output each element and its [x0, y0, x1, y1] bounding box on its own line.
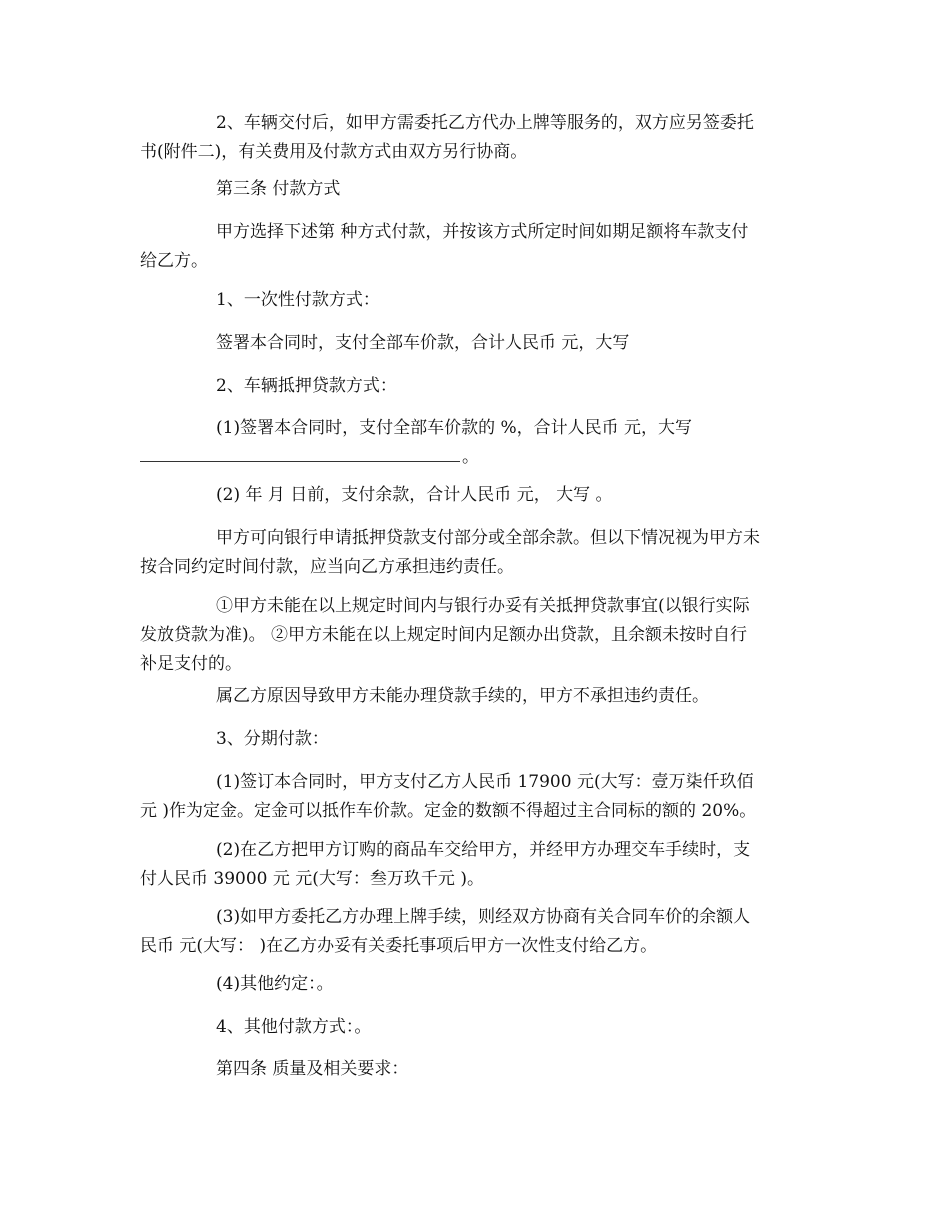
item-installment-heading [140, 725, 812, 754]
item-installment-sub-2 [140, 836, 812, 894]
text-fragment: 。 [462, 447, 479, 467]
text-line: 2、车辆抵押贷款方式： [216, 376, 397, 396]
text-line: 补足支付的。 [140, 654, 242, 674]
item-installment-sub-1 [140, 768, 812, 826]
text-line: 按合同约定时间付款，应当向乙方承担违约责任。 [140, 557, 514, 577]
text-line: 属乙方原因导致甲方未能办理贷款手续的，甲方不承担违约责任。 [216, 686, 709, 706]
text-line: ①甲方未能在以上规定时间内与银行办妥有关抵押贷款事宜(以银行实际 [216, 596, 750, 616]
text-line: (4)其他约定：。 [216, 974, 334, 994]
text-line: 元 )作为定金。定金可以抵作车价款。定金的数额不得超过主合同标的额的 20%。 [140, 801, 757, 821]
text-line: 付人民币 39000 元 元(大写：叁万玖千元 )。 [140, 869, 484, 889]
item-mortgage-sub-2 [140, 481, 812, 510]
text-line: (2) 年 月 日前，支付余款，合计人民币 元， 大写 。 [216, 485, 613, 505]
text-line: 4、其他付款方式：。 [216, 1017, 372, 1037]
item-lump-sum-heading [140, 286, 812, 315]
text-line: 甲方选择下述第 种方式付款，并按该方式所定时间如期足额将车款支付 [216, 222, 749, 242]
text-line: 签署本合同时，支付全部车价款，合计人民币 元，大写 [216, 333, 630, 353]
item-mortgage-heading [140, 372, 812, 401]
text-line: (1)签订本合同时，甲方支付乙方人民币 17900 元(大写：壹万柒仟玖佰 [216, 772, 754, 792]
paragraph-mortgage-conditions [140, 524, 812, 582]
paragraph-default-cases [140, 592, 812, 679]
text-line: 给乙方。 [140, 251, 208, 271]
text-line: 书(附件二)，有关费用及付款方式由双方另行协商。 [140, 142, 528, 162]
section-heading: 第三条 付款方式 [216, 179, 341, 199]
section-heading-article-4 [140, 1055, 812, 1084]
text-line: (3)如甲方委托乙方办理上牌手续，则经双方协商有关合同车价的余额人 [216, 907, 751, 927]
item-installment-sub-3 [140, 903, 812, 961]
section-heading-article-3 [140, 175, 812, 204]
item-other-payment [140, 1013, 812, 1042]
paragraph-payment-choice [140, 218, 812, 276]
text-line: 发放贷款为准)。 ②甲方未能在以上规定时间内足额办出贷款，且余额未按时自行 [140, 625, 748, 645]
text-line: 3、分期付款： [216, 729, 329, 749]
fill-in-blank [140, 443, 460, 462]
text-line: (2)在乙方把甲方订购的商品车交给甲方，并经甲方办理交车手续时，支 [216, 840, 751, 860]
text-line: 民币 元(大写： )在乙方办妥有关委托事项后甲方一次性支付给乙方。 [140, 936, 658, 956]
section-heading: 第四条 质量及相关要求： [216, 1059, 409, 1079]
item-lump-sum-body [140, 329, 812, 358]
text-line: 甲方可向银行申请抵押贷款支付部分或全部余款。但以下情况视为甲方未 [216, 528, 760, 548]
text-line: 1、一次性付款方式： [216, 290, 380, 310]
text-line-with-blank [140, 443, 812, 472]
item-installment-sub-4 [140, 970, 812, 999]
text-line: (1)签署本合同时，支付全部车价款的 %，合计人民币 元，大写 [216, 418, 693, 438]
paragraph-delivery-service [140, 109, 812, 167]
text-line: 2、车辆交付后，如甲方需委托乙方代办上牌等服务的，双方应另签委托 [216, 113, 754, 133]
item-mortgage-sub-1 [140, 414, 812, 472]
paragraph-seller-liability [140, 682, 812, 711]
